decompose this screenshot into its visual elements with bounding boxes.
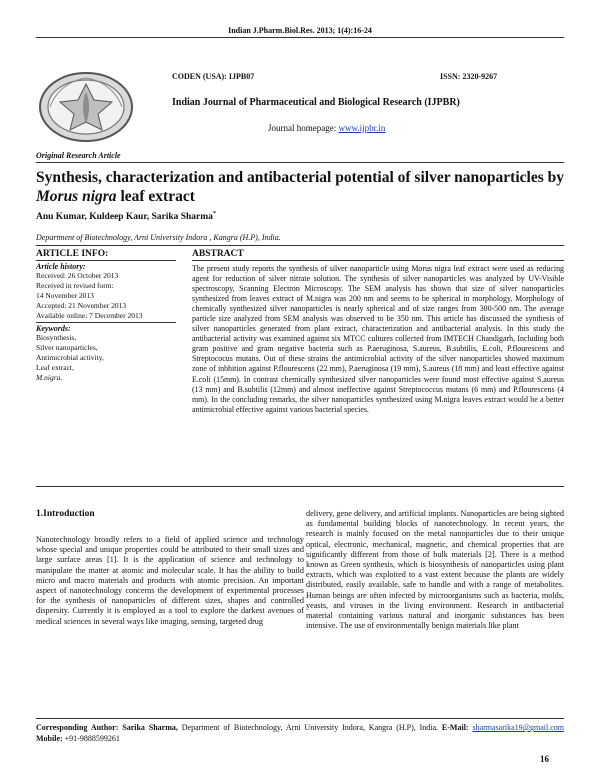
introduction-right-text: delivery, gene delivery, and artificial implants. Nanoparticles are being sighted as fundamental building blocks of nanotechnology. In recent years, the research is mainly focused on the metal nanoparticles due to their unique optical, electronic, mechanical, magnetic, and chemical properties that are significantly different from those of bulk materials [2]. There is a method known as Green synthesis, which is biosynthesis of nanoparticles using plant extracts, which was exploited to a vast extent because the plants are widely distributed, easily available, safe to handle and with a range of metabolites. Human beings are often infected by microorganisms such as bacteria, molds, yeasts, and viruses in the living environment. Research in antibacterial material containing various natural and inorganic substances has been intensive. The use of environmentally benign materials like plant	[306, 509, 564, 631]
title-part-1: Synthesis, characterization and antibacterial potential of silver nanoparticles by	[36, 169, 564, 186]
corresp-name: Sarika Sharma,	[122, 723, 178, 732]
abstract-text: The present study reports the synthesis of silver nanoparticle using Morus nigra leaf extract were used as reducing agent for reduction of silver nitrate solution. The synthesis of silver nanoparticles was analyzed by UV-Visible spectroscopy, Scanning Electron Microscopy. The SEM analysis has shown that size of silver nanoparticles synthesized from leaves extract of M.nigra was 200 nm and seems to be spherical in morphology. Morphology of chemically synthesized silver nanoparticles is nearly spherical and of size ranges from 300-500 nm. The average particle size analyzed from SEM analysis was observed to be 350 nm. This article has discussed the synthesis of silver nanoparticles generated from plant extract, characterization and antibacterial analysis. In this study the antibacterial activity was examined against six MTCC cultures collected from IMTECH Chandigarh, Including both gram positive and gram negative bacteria such as P.aeruginosa, S.aureus, B.subtilis, E.coli, P.flourescens and Streptococus mutans. Out of these strains the antimicrobial activity of the silver nanoparticles showed maximum zone of inbhition against P.flourescens (22 mm), P.aeruginosa (19 mm), S.aureus (18 mm) and least effective against E.coli (15mm). In contrast chemically synthesized silver nanoparticles were found most effective against S.aureus (13 mm) and B.subtilis (12mm) and almost ineffective against Streptococcus mutans (6 mm) and P.flourescens (4 mm). In the concluding remarks, the silver nanoparticles synthesized using M.nigra leaves extract would be a better antimicrobial effective against various bacterial species.	[192, 264, 564, 414]
keywords-label: Keywords:	[36, 324, 71, 333]
abstract-column	[192, 249, 564, 415]
journal-logo	[36, 70, 136, 144]
introduction-heading: 1.Introduction	[36, 509, 95, 519]
article-type-divider	[36, 162, 564, 163]
mobile-number: +91-9888599261	[64, 734, 120, 743]
page-number: 16	[540, 754, 549, 764]
introduction-left-text: Nanotechnology broadly refers to a field of applied science and technology whose special and unique properties could be attributed to their small sizes and large surface areas [1]. It is the application of science and technology to manipulate the matter at atomic and molecular scale. It has the ability to build micro and macro materials and products with atomic precision. An important aspect of nanotechnology concerns the development of experimental processes for the synthesis of nanoparticles of different sizes, shapes and controlled dispersity. Currently it is employed as a tool to explore the darkest avenues of medical sciences in several ways like imaging, sensing, targeted drug	[36, 535, 304, 626]
corresp-label: Corresponding Author:	[36, 723, 119, 732]
keyword: Antimicrobial activity,	[36, 353, 104, 362]
corresponding-mark: *	[212, 211, 216, 217]
article-info-column	[36, 249, 176, 383]
keyword: Biosynthesis,	[36, 333, 77, 342]
article-info-heading: ARTICLE INFO:	[36, 249, 176, 261]
author-list	[36, 211, 216, 222]
corresp-affiliation: Department of Biotechnology, Arni University Indora, Kangra (H.P), India.	[181, 723, 439, 732]
journal-name: Indian Journal of Pharmaceutical and Biological Research (IJPBR)	[172, 97, 460, 108]
corresponding-author	[36, 722, 564, 744]
issn: ISSN: 2320-9267	[440, 72, 498, 81]
history-line: Available online: 7 December 2013	[36, 311, 143, 320]
keywords-divider	[36, 322, 176, 323]
footer-divider	[36, 718, 564, 719]
mobile-label: Mobile:	[36, 734, 63, 743]
title-part-2: leaf extract	[116, 188, 195, 205]
history-line: Received: 26 October 2013	[36, 271, 119, 280]
article-type: Original Research Article	[36, 151, 121, 160]
keyword: M.nigra.	[36, 373, 63, 382]
affiliation: Department of Biotechnology, Arni University Indora , Kangra (H.P), India.	[36, 233, 281, 242]
keyword: Silver nanoparticles,	[36, 343, 98, 352]
header-divider	[36, 37, 564, 38]
affiliation-divider	[36, 245, 564, 246]
title-species: Morus nigra	[36, 188, 117, 205]
abstract-divider	[36, 486, 564, 487]
journal-emblem-icon	[36, 70, 136, 144]
homepage-label: Journal homepage:	[268, 123, 337, 133]
journal-homepage	[268, 123, 385, 133]
coden: CODEN (USA): IJPB07	[172, 72, 255, 81]
authors: Anu Kumar, Kuldeep Kaur, Sarika Sharma	[36, 212, 213, 223]
history-label: Article history:	[36, 262, 86, 271]
keyword: Leaf extract,	[36, 363, 74, 372]
history-line: 14 November 2013	[36, 291, 94, 300]
email-label: E-Mail:	[441, 723, 469, 732]
homepage-link[interactable]: www.ijpbr.in	[338, 123, 386, 133]
abstract-heading: ABSTRACT	[192, 249, 564, 261]
article-title	[36, 168, 564, 206]
email-link[interactable]: sharmasarika19@gmail.com	[472, 723, 565, 732]
history-line: Accepted: 21 November 2013	[36, 301, 127, 310]
running-head: Indian J.Pharm.Biol.Res. 2013; 1(4):16-24	[228, 26, 372, 35]
history-line: Received in revised form:	[36, 281, 114, 290]
